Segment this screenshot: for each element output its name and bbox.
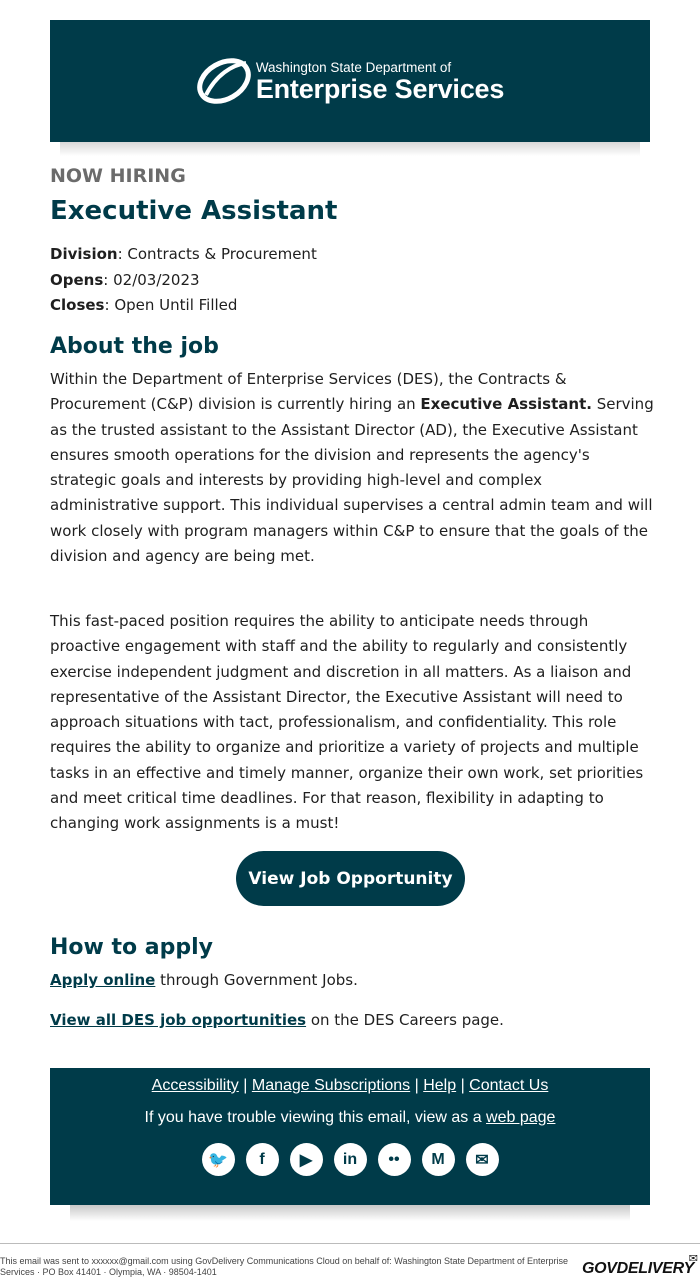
accessibility-link[interactable]: Accessibility bbox=[151, 1077, 239, 1094]
about-paragraph-1: Within the Department of Enterprise Services (DES), the Contracts & Procurement (C&P) division is currently hiring an Executive Assistant. Serving as the trusted assistant to the Assistant Director (AD), the Executive Assistant ensures smooth operations for the division and represents the agency's strategic goals and interests by providing high-level and complex administrative support. This individual supervises a central admin team and will work closely with program managers within C&P to ensure that the goals of the division and agency are being met. bbox=[50, 370, 654, 566]
youtube-icon[interactable]: ▶ bbox=[290, 1143, 323, 1176]
social-icons bbox=[50, 1143, 650, 1176]
legal-text: This email was sent to xxxxxx@gmail.com using GovDelivery Communications Cloud on behalf of: Washington State Department of Enterprise Services · PO Box 41401 · Olympia, WA · 98504-1401 bbox=[0, 1256, 569, 1277]
web-page-link[interactable]: web page bbox=[486, 1109, 556, 1126]
about-paragraph-2: This fast-paced position requires the ability to anticipate needs through proactive engagement with staff and the ability to regularly and consistently exercise independent judgment and discretion in all matters. As a liaison and representative of the Assistant Director, the Executive Assistant will need to approach situations with tact, professionalism, and confidentiality. This role requires the ability to organize and prioritize a variety of projects and multiple tasks in an effective and timely manner, organize their own work, set priorities and meet critical time deadlines. For that reason, flexibility in adapting to changing work assignments is a must! bbox=[50, 612, 644, 833]
about-heading: About the job bbox=[50, 334, 219, 359]
twitter-icon[interactable]: 🐦 bbox=[202, 1143, 235, 1176]
how-to-apply-heading: How to apply bbox=[50, 935, 214, 960]
view-as-webpage-line: If you have trouble viewing this email, view as a web page bbox=[144, 1109, 556, 1126]
job-title: Executive Assistant bbox=[50, 196, 338, 226]
help-link[interactable]: Help bbox=[423, 1077, 457, 1094]
facebook-icon[interactable]: f bbox=[246, 1143, 279, 1176]
govdelivery-logo[interactable]: GOVDELIVERY bbox=[582, 1260, 694, 1277]
logo-subtitle: Washington State Department of bbox=[255, 59, 452, 75]
job-meta bbox=[50, 242, 317, 319]
footer-shadow bbox=[70, 1205, 630, 1221]
division-row: Division: Contracts & Procurement bbox=[50, 245, 317, 263]
contact-us-link[interactable]: Contact Us bbox=[469, 1077, 549, 1094]
header-shadow bbox=[60, 142, 640, 156]
closes-row: Closes: Open Until Filled bbox=[50, 296, 238, 314]
view-all-jobs-link[interactable]: View all DES job opportunities bbox=[50, 1011, 307, 1029]
now-hiring-label: NOW HIRING bbox=[50, 165, 186, 187]
apply-online-link[interactable]: Apply online bbox=[50, 971, 156, 989]
view-job-opportunity-button[interactable]: View Job Opportunity bbox=[236, 851, 465, 906]
logo-title: Enterprise Services bbox=[255, 73, 505, 104]
flickr-icon[interactable]: •• bbox=[378, 1143, 411, 1176]
linkedin-icon[interactable]: in bbox=[334, 1143, 367, 1176]
swoosh-logo-icon bbox=[196, 55, 252, 107]
medium-icon[interactable]: M bbox=[422, 1143, 455, 1176]
des-logo[interactable] bbox=[196, 55, 504, 107]
divider bbox=[0, 1243, 700, 1244]
footer-links: Accessibility | Manage Subscriptions | Help | Contact Us bbox=[151, 1077, 549, 1094]
apply-online-line: Apply online through Government Jobs. bbox=[50, 971, 358, 989]
govdelivery-envelope-icon: ✉ bbox=[688, 1252, 698, 1265]
footer bbox=[50, 1068, 650, 1205]
email-container bbox=[50, 20, 650, 156]
view-all-jobs-line: View all DES job opportunities on the DES Careers page. bbox=[50, 1011, 504, 1029]
manage-subscriptions-link[interactable]: Manage Subscriptions bbox=[251, 1077, 411, 1094]
opens-row: Opens: 02/03/2023 bbox=[50, 270, 200, 289]
email-icon[interactable]: ✉ bbox=[466, 1143, 499, 1176]
header-banner bbox=[50, 20, 650, 142]
